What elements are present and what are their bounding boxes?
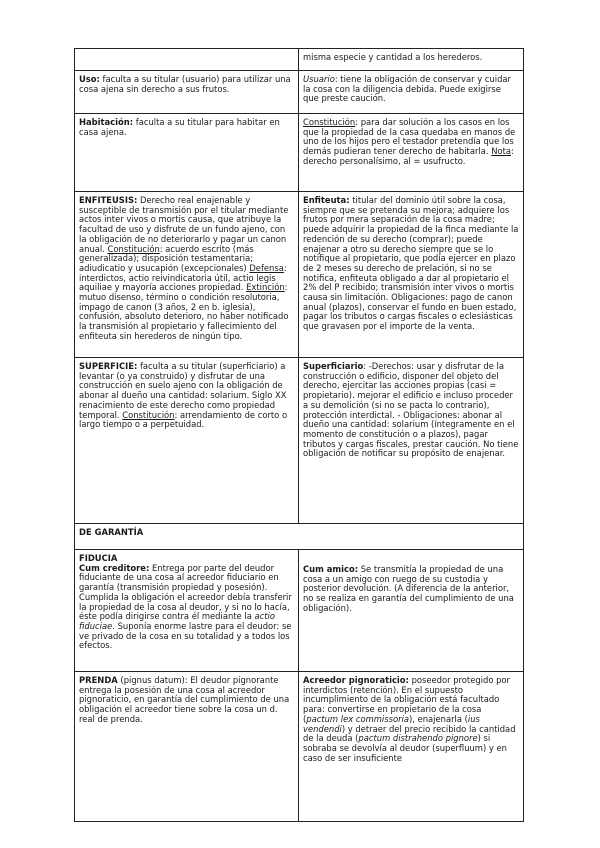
table-row (75, 672, 524, 822)
text-run: Entrega por parte del deudor fiduciante de una cosa al acreedor fiduciario en garantía (transmisión propiedad y posesión). Cumplida la obligación el acreedor debía transferir la propiedad de la cosa al deudor, y si no lo hacía, éste podía dirigirse contra él mediante la (79, 562, 292, 622)
text-run: SUPERFICIE: (79, 361, 138, 371)
text-run: : derecho personalísimo, al = usufructo. (303, 146, 514, 166)
text-run: Enfiteuta: (303, 195, 350, 205)
text-run: titular del dominio útil sobre la cosa, siempre que se pretenda su mejora; adquiere los frutos por mera separación de la cosa madre; puede adquirir la propiedad de la finca mediante la redención de su derecho (comprar); puede enajenar a otro su derecho siempre que se lo notifique al propietario, que podía ejercer en plazo de 2 meses su derecho de prelación, si no se notifica, enfiteuta obligado a dar al propietario el 2% del P recibido; transmisión inter vivos o mortis causa sin limitación. Obligaciones: pago de canon anual (plazos), conservar el fundo en buen estado, pagar los tributos o cargas fiscales o eclesiásticas que gravasen por el importe de la venta. (303, 195, 519, 332)
text-run: Uso: (79, 74, 100, 84)
table-row (75, 114, 524, 192)
text-run: Defensa (249, 262, 284, 273)
right-cell (299, 71, 524, 114)
text-run: Constitución (303, 117, 356, 127)
text-run: Habitación: (79, 117, 134, 127)
right-cell (299, 358, 524, 524)
table-row (75, 358, 524, 524)
left-cell (75, 672, 299, 822)
text-run: Cum amico: (303, 564, 359, 574)
text-run: faculta a su titular para habitar en casa ajena. (79, 117, 280, 137)
text-run: ius vendendi (303, 713, 480, 734)
left-cell (75, 71, 299, 114)
right-cell (299, 672, 524, 822)
text-run: Extinción (246, 282, 285, 293)
right-cell (299, 49, 524, 71)
text-run: : mutuo disenso, término o condición resolutoria, impago de canon (3 años, 2 en b. iglesia), confusión, absoluto deterioro, no haber notificado la transmisión al propietario y fallecimiento del enfiteuta sin herederos de ningún tipo. (79, 282, 289, 341)
text-run: : -Derechos: usar y disfrutar de la construcción o edificio, disponer del objeto del derecho, ejercitar las acciones propias (casi = propietario). mejorar el edificio e incluso proceder a su demolición (si no se pacta lo contrario), protección interdictal. - Obligaciones: abonar al dueño una cantidad: solarium (íntegramente en el momento de constitución o a plazos), pagar tributos y cargas fiscales, prestar caución. No tiene obligación de notificar su propósito de enajenar. (303, 361, 519, 459)
table-row (75, 524, 524, 550)
table-row (75, 550, 524, 672)
text-run: : tiene la obligación de conservar y cuidar la cosa con la diligencia debida. Puede exigirse que preste caución. (303, 74, 511, 104)
text-run: ) y detraer del precio recibido la cantidad de la deuda ( (303, 723, 516, 744)
table-row (75, 71, 524, 114)
table-row (75, 49, 524, 71)
text-run: Constitución (122, 409, 175, 420)
text-run: pactum lex commissoria (306, 713, 409, 724)
right-cell (299, 550, 524, 672)
text-run: . Suponía enorme lastre para el deudor: se ve privado de la cosa en su totalidad y a todos los efectos. (79, 620, 292, 651)
text-run: : interdictos, actio reivindicatoria útil, actio legis aquiliae y mayoría acciones propiedad. (79, 262, 287, 293)
text-run: ) si sobraba se devolvía al deudor (superfluum) y en caso de ser insuficiente (303, 733, 507, 763)
right-cell (299, 192, 524, 358)
table-row (75, 192, 524, 358)
left-cell (75, 192, 299, 358)
right-cell (299, 114, 524, 192)
text-run: (pignus datum): El deudor pignorante entrega la posesión de una cosa al acreedor pignoraticio, en garantía del cumplimiento de una obligación el acreedor tiene sobre la cosa un d. real de prenda. (79, 675, 290, 724)
text-run: poseedor protegido por interdictos (retención). En el supuesto incumplimiento de la obligación está facultado para: convertirse en propietario de la cosa ( (303, 675, 510, 724)
text-run: Usuario (303, 74, 335, 84)
text-run: actio fiduciae (79, 611, 275, 631)
cell-title: FIDUCIA (79, 553, 118, 563)
left-cell (75, 49, 299, 71)
text-run: : arrendamiento de corto o largo tiempo o a perpetuidad. (79, 409, 288, 430)
left-cell (75, 550, 299, 672)
text-run: ENFITEUSIS: (79, 195, 138, 205)
text-run: Se transmitía la propiedad de una cosa a un amigo con ruego de su custodia y posterior devolución. (A diferencia de la anterior, no se realiza en garantía del cumplimiento de una obligación). (303, 564, 514, 613)
text-run: Derecho real enajenable y susceptible de transmisión por el titular mediante actos inter vivos o mortis causa, que atribuye la facultad de uso y disfrute de un fundo ajeno, con la obligación de no deteriorarlo y pagar un canon anual. (79, 195, 289, 254)
text-run: misma especie y cantidad a los herederos. (303, 52, 483, 62)
text-run: : para dar solución a los casos en los que la propiedad de la casa quedaba en manos de uno de los hijos pero el testador pretendía que los demás pudieran tener derecho de habitarla. (303, 117, 516, 157)
text-run: Superficiario (303, 361, 364, 371)
section-heading: DE GARANTÍA (75, 524, 524, 550)
text-run: Constitución (107, 243, 160, 254)
left-cell (75, 358, 299, 524)
text-run: Cum creditore: (79, 562, 150, 573)
text-run: PRENDA (79, 675, 118, 685)
text-run: Acreedor pignoraticio: (303, 675, 409, 685)
rights-table (74, 48, 524, 822)
left-cell (75, 114, 299, 192)
text-run: faculta a su titular (usuario) para utilizar una cosa ajena sin derecho a sus frutos. (79, 74, 291, 94)
text-run: Nota (491, 146, 512, 157)
text-run: ), enajenarla ( (408, 713, 468, 724)
text-run: pactum distrahendo pignore (358, 733, 478, 744)
text-run: faculta a su titular (superficiario) a levantar (o ya construido) y disfrutar de una construcción en suelo ajeno con la obligación de abonar al dueño una cantidad: solarium. Siglo XX renacimiento de este derecho como propiedad temporal. (79, 361, 287, 420)
text-run: : acuerdo escrito (más generalizada); disposición testamentaria; adiudicatio y usucapión (excepcionales) (79, 243, 254, 273)
